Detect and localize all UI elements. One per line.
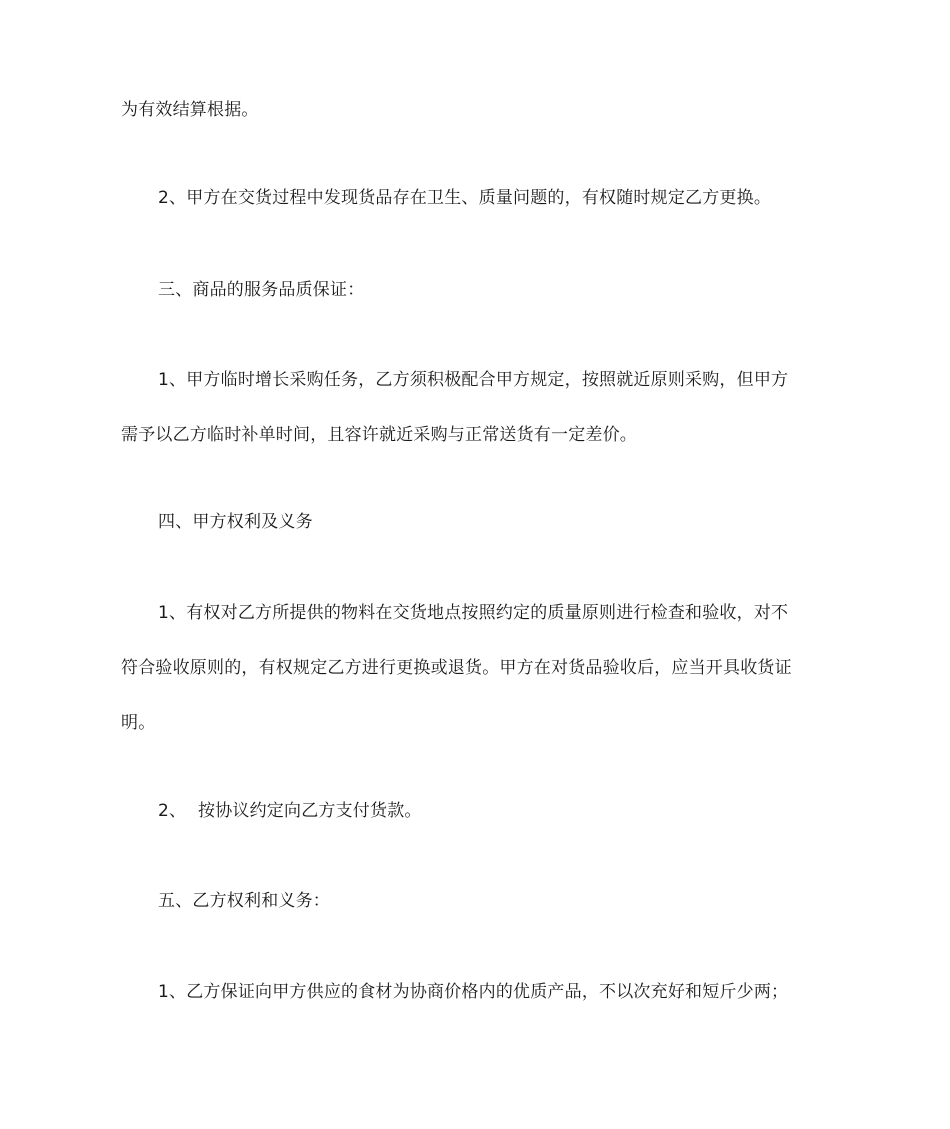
paragraph-line: 1、乙方保证向甲方供应的食材为协商价格内的优质产品，不以次充好和短斤少两； <box>158 982 789 1002</box>
paragraph-line <box>158 799 422 823</box>
list-number: 2、 <box>158 801 187 821</box>
paragraph-line: 1、有权对乙方所提供的物料在交货地点按照约定的质量原则进行检查和验收，对不 <box>158 603 789 623</box>
section-heading: 五、乙方权利和义务： <box>158 891 330 911</box>
section-heading: 三、商品的服务品质保证： <box>158 280 365 300</box>
paragraph-text: 按协议约定向乙方支付货款。 <box>198 801 422 821</box>
section-heading: 四、甲方权利及义务 <box>158 512 313 532</box>
paragraph-line: 符合验收原则的，有权规定乙方进行更换或退货。甲方在对货品验收后，应当开具收货证 <box>121 658 792 678</box>
paragraph-line: 需予以乙方临时补单时间，且容许就近采购与正常送货有一定差价。 <box>121 425 637 445</box>
paragraph-line: 为有效结算根据。 <box>121 100 259 120</box>
paragraph-line: 1、甲方临时增长采购任务，乙方须积极配合甲方规定，按照就近原则采购，但甲方 <box>158 370 789 390</box>
paragraph-line: 2、甲方在交货过程中发现货品存在卫生、质量问题的，有权随时规定乙方更换。 <box>158 188 772 208</box>
paragraph-line: 明。 <box>121 713 156 733</box>
